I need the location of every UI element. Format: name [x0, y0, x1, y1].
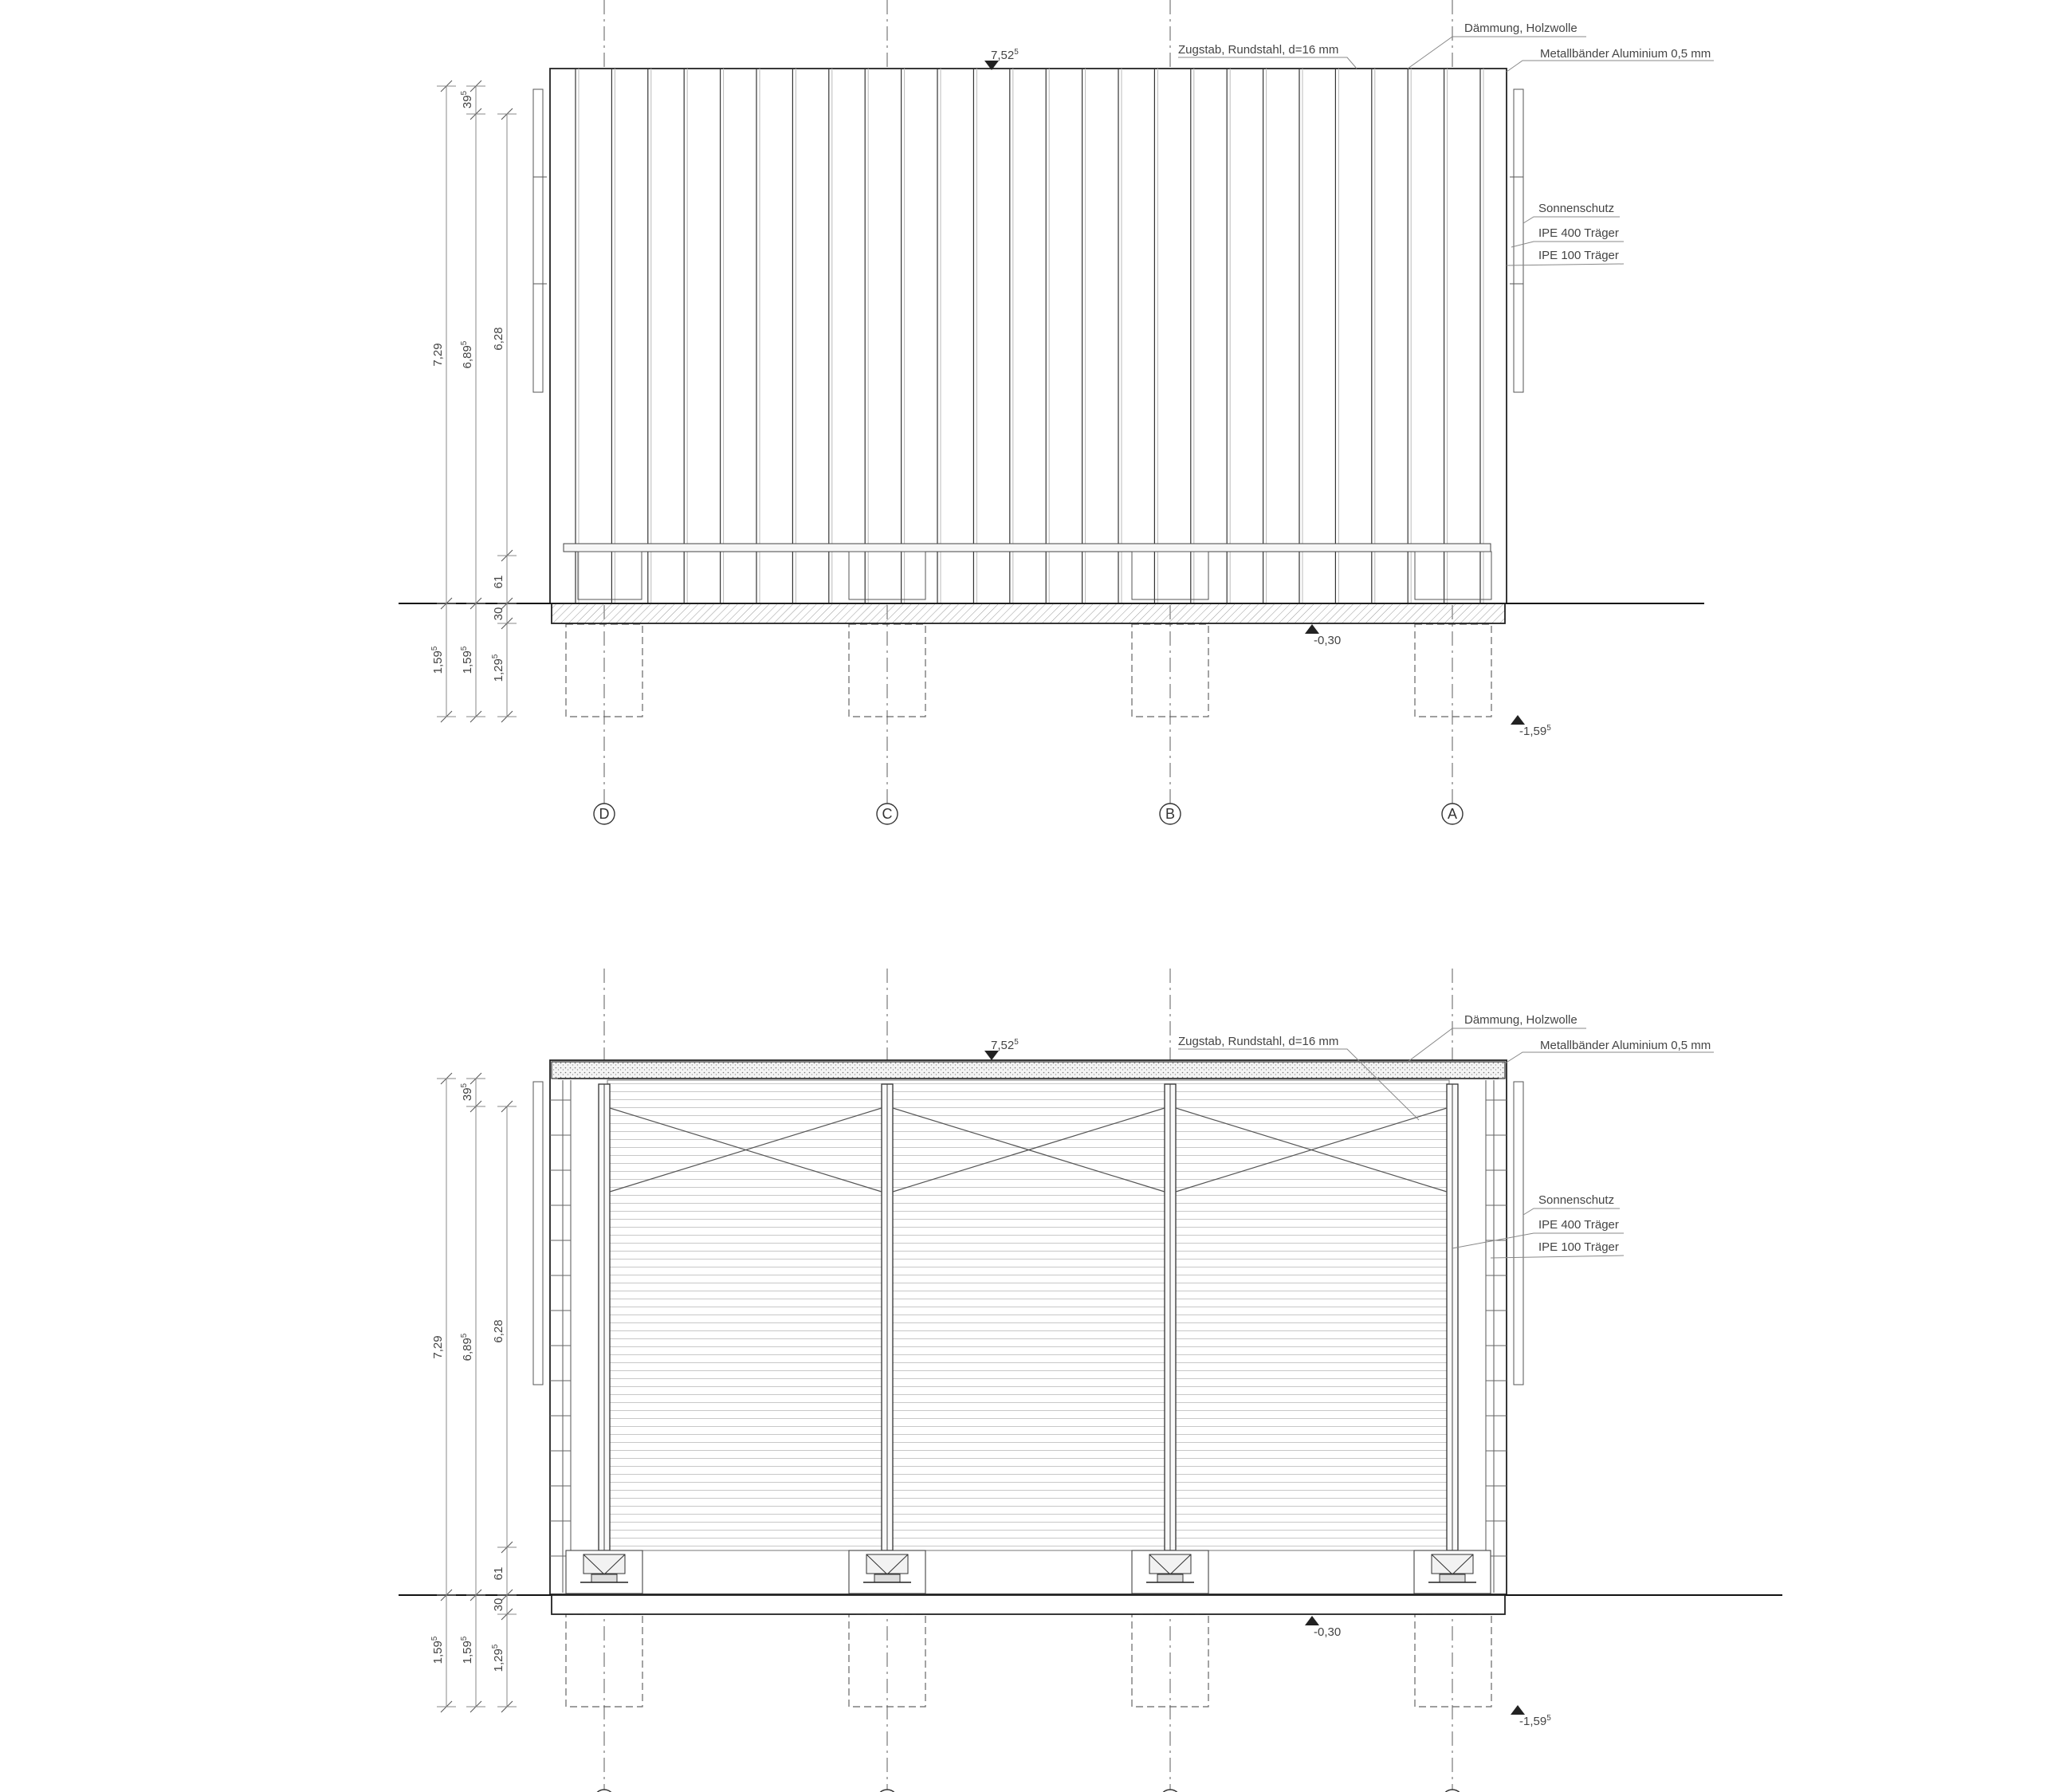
label-tie-rod: Zugstab, Rundstahl, d=16 mm — [1178, 43, 1339, 57]
label-sun-shading: Sonnenschutz — [1538, 202, 1615, 215]
section-drawing — [399, 969, 1782, 1792]
dim-wall: 6,28 — [492, 327, 505, 351]
dim-height-a: 6,89$^5$ — [460, 340, 474, 369]
label-ipe100: IPE 100 Träger — [1538, 249, 1619, 262]
label-sun-shading: Sonnenschutz — [1538, 1193, 1615, 1207]
level-foundation-marker-icon — [1511, 1705, 1525, 1715]
level-floor-marker-icon — [1305, 1616, 1319, 1625]
dim-foundation-a: 1,59$^5$ — [430, 1636, 445, 1664]
dim-foundation-b: 1,59$^5$ — [460, 1636, 474, 1664]
dim-foundation-b: 1,59$^5$ — [460, 646, 474, 674]
label-tie-rod: Zugstab, Rundstahl, d=16 mm — [1178, 1035, 1339, 1048]
dimension-chains — [437, 81, 517, 722]
dimension-texts — [430, 90, 505, 682]
level-floor: -0,30 — [1314, 634, 1342, 647]
ground-and-slab — [399, 603, 1704, 623]
dim-plinth: 61 — [492, 1566, 505, 1581]
dim-roof: $39^5$ — [460, 1083, 474, 1102]
label-metal-strips: Metallbänder Aluminium 0,5 mm — [1540, 1039, 1711, 1052]
dimension-chains — [437, 1073, 517, 1712]
dim-foundation-c: 1,29$^5$ — [491, 1644, 505, 1672]
axis-label-b: B — [1165, 806, 1176, 822]
level-top: 7,52$^5$ — [991, 48, 1019, 62]
level-foundation: -1,59$^5$ — [1519, 724, 1551, 738]
dim-total-height: 7,29 — [431, 343, 445, 367]
foundations — [566, 1614, 1491, 1707]
interior-wall-cladding — [550, 1060, 1507, 1594]
label-insulation: Dämmung, Holzwolle — [1464, 1013, 1577, 1027]
dim-foundation-a: 1,59$^5$ — [430, 646, 445, 674]
dim-height-a: 6,89$^5$ — [460, 1333, 474, 1362]
axis-label-c: C — [882, 806, 893, 822]
ground-and-slab — [399, 1595, 1782, 1614]
level-top: 7,52$^5$ — [991, 1038, 1019, 1052]
dim-slab: 30 — [492, 1597, 505, 1612]
level-foundation-marker-icon — [1511, 715, 1525, 725]
dim-total-height: 7,29 — [431, 1335, 445, 1359]
axis-label-d: D — [599, 806, 610, 822]
elevation-drawing — [399, 0, 1714, 824]
foundations — [566, 624, 1491, 717]
label-ipe100: IPE 100 Träger — [1538, 1240, 1619, 1254]
level-foundation: -1,59$^5$ — [1519, 1714, 1551, 1728]
facade-cladding — [550, 69, 1507, 603]
level-floor-marker-icon — [1305, 624, 1319, 634]
level-floor: -0,30 — [1314, 1625, 1342, 1639]
roof-insulation — [552, 1062, 1505, 1079]
dim-slab: 30 — [492, 607, 505, 621]
label-ipe400: IPE 400 Träger — [1538, 226, 1619, 240]
grid-axis-bubbles — [594, 804, 1463, 824]
dim-foundation-c: 1,29$^5$ — [491, 654, 505, 682]
dimension-texts — [430, 1083, 505, 1672]
dim-wall: 6,28 — [492, 1319, 505, 1343]
dim-roof: $39^5$ — [460, 90, 474, 109]
axis-label-a: A — [1447, 806, 1458, 822]
dim-plinth: 61 — [492, 575, 505, 589]
label-ipe400: IPE 400 Träger — [1538, 1218, 1619, 1232]
label-insulation: Dämmung, Holzwolle — [1464, 22, 1577, 35]
label-metal-strips: Metallbänder Aluminium 0,5 mm — [1540, 47, 1711, 61]
